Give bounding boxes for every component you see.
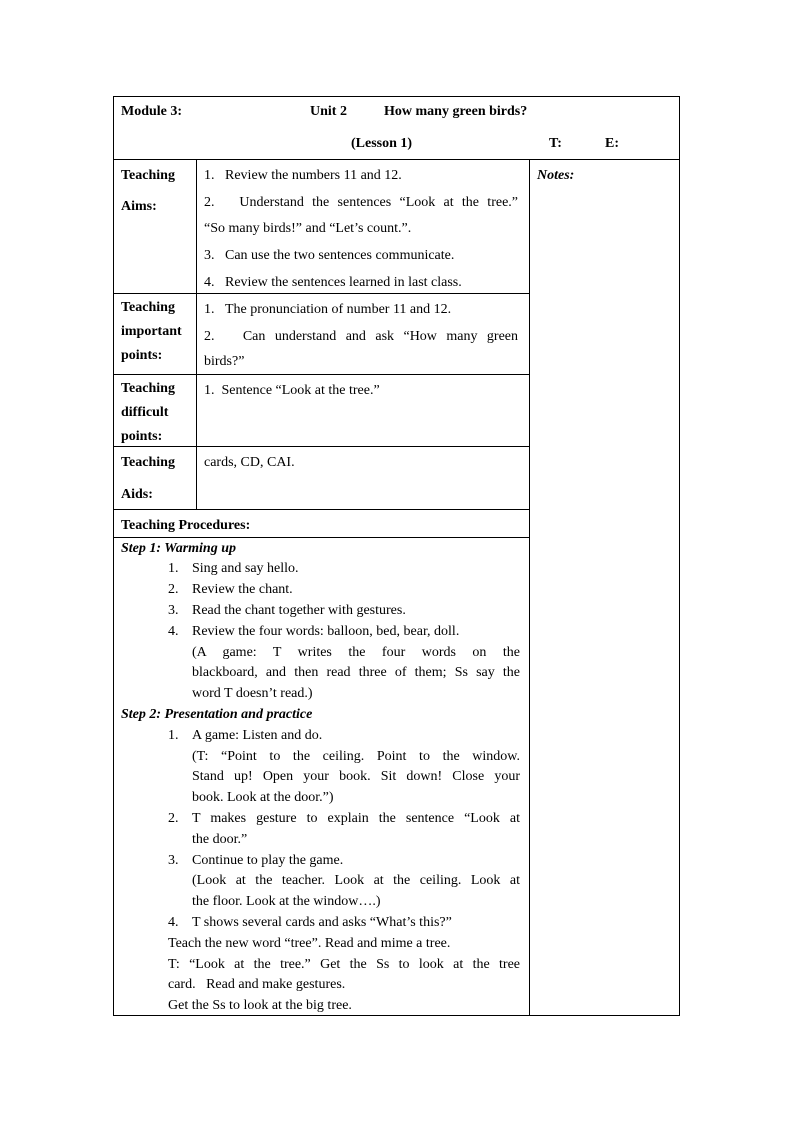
step1-note-line: (A game: T writes the four words on the — [192, 645, 520, 660]
step2-note-line: book. Look at the door.”) — [192, 790, 334, 805]
aims-line: 3. Can use the two sentences communicate. — [204, 248, 455, 263]
step2-item-number: 2. — [168, 811, 179, 826]
step2-note-line: (Look at the teacher. Look at the ceiling. Look at — [192, 873, 520, 888]
difficult-label-line2: difficult — [121, 405, 169, 420]
step1-note-line: blackboard, and then read three of them; Ss say the — [192, 665, 520, 680]
step2-note-line: Stand up! Open your book. Sit down! Close your — [192, 769, 520, 784]
step2-item-number: 4. — [168, 915, 179, 930]
important-line: 1. The pronunciation of number 11 and 12. — [204, 302, 452, 317]
aims-label-line1: Teaching — [121, 168, 175, 183]
step2-item-text: Continue to play the game. — [192, 853, 344, 868]
step2-note-line: the floor. Look at the window….) — [192, 894, 381, 909]
aids-label-line1: Teaching — [121, 455, 175, 470]
procedures-bottom-rule — [113, 537, 529, 538]
step1-title: Step 1: Warming up — [121, 541, 237, 556]
aids-bottom-rule — [113, 509, 529, 510]
step1-item-text: Review the chant. — [192, 582, 293, 597]
important-label-line1: Teaching — [121, 300, 175, 315]
aims-line: 2. Understand the sentences “Look at the tree.” — [204, 195, 518, 210]
step1-item-text: Review the four words: balloon, bed, bear, doll. — [192, 624, 460, 639]
step1-item-number: 1. — [168, 561, 179, 576]
difficult-line: 1. Sentence “Look at the tree.” — [204, 383, 380, 398]
step2-item-number: 3. — [168, 853, 179, 868]
step2-title: Step 2: Presentation and practice — [121, 707, 313, 722]
step1-item-text: Sing and say hello. — [192, 561, 299, 576]
notes-label: Notes: — [537, 168, 575, 183]
header-bottom-rule — [113, 159, 680, 160]
important-line: birds?” — [204, 354, 245, 369]
important-bottom-rule — [113, 374, 529, 375]
lesson-title: How many green birds? — [384, 104, 528, 119]
aims-label-line2: Aims: — [121, 199, 157, 214]
module-label: Module 3: — [121, 104, 183, 119]
step1-item-text: Read the chant together with gestures. — [192, 603, 406, 618]
aims-bottom-rule — [113, 293, 529, 294]
lesson-number: (Lesson 1) — [351, 136, 413, 151]
step2-tail-line: card. Read and make gestures. — [168, 977, 346, 992]
difficult-label-line3: points: — [121, 429, 163, 444]
aims-line: “So many birds!” and “Let’s count.”. — [204, 221, 412, 236]
editor-label: E: — [605, 136, 619, 151]
step2-tail-line: Teach the new word “tree”. Read and mime a tree. — [168, 936, 451, 951]
difficult-label-line1: Teaching — [121, 381, 175, 396]
important-label-line3: points: — [121, 348, 163, 363]
label-column-rule — [196, 159, 197, 509]
teacher-label: T: — [549, 136, 562, 151]
step2-note-line: (T: “Point to the ceiling. Point to the window. — [192, 749, 520, 764]
step2-item-text: T makes gesture to explain the sentence “Look at — [192, 811, 520, 826]
step2-tail-line: Get the Ss to look at the big tree. — [168, 998, 352, 1013]
notes-column-rule — [529, 159, 530, 1016]
step2-tail-line: T: “Look at the tree.” Get the Ss to look at the tree — [168, 957, 520, 972]
unit-label: Unit 2 — [310, 104, 347, 119]
difficult-bottom-rule — [113, 446, 529, 447]
aims-line: 4. Review the sentences learned in last class. — [204, 275, 462, 290]
step2-item-text-cont: the door.” — [192, 832, 248, 847]
step2-item-text: A game: Listen and do. — [192, 728, 323, 743]
step2-item-number: 1. — [168, 728, 179, 743]
step1-item-number: 2. — [168, 582, 179, 597]
step1-item-number: 4. — [168, 624, 179, 639]
step2-item-text: T shows several cards and asks “What’s this?” — [192, 915, 452, 930]
aims-line: 1. Review the numbers 11 and 12. — [204, 168, 402, 183]
important-label-line2: important — [121, 324, 182, 339]
step1-note-line: word T doesn’t read.) — [192, 686, 313, 701]
aids-text: cards, CD, CAI. — [204, 455, 295, 470]
procedures-label: Teaching Procedures: — [121, 518, 251, 533]
step1-item-number: 3. — [168, 603, 179, 618]
important-line: 2. Can understand and ask “How many green — [204, 329, 518, 344]
aids-label-line2: Aids: — [121, 487, 153, 502]
